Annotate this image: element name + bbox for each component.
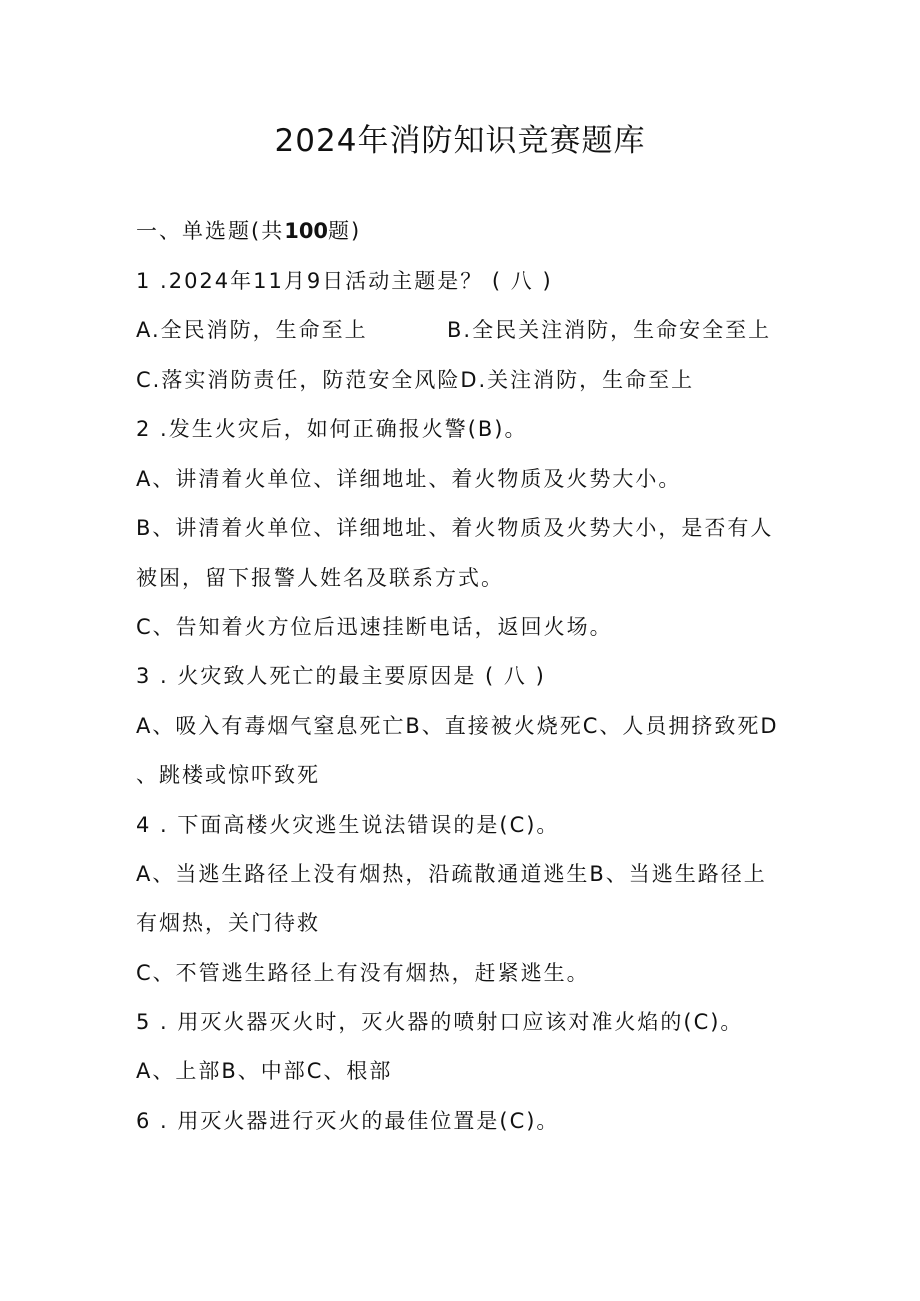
section-suffix: 题)	[328, 219, 362, 243]
question-5-options: A、上部B、中部C、根部	[136, 1059, 393, 1083]
section-prefix: 一、单选题(共	[136, 219, 285, 243]
section-heading	[136, 216, 361, 246]
question-1-option-a: A.全民消防，生命至上	[136, 318, 368, 342]
question-2-option-b: B、讲清着火单位、详细地址、着火物质及火势大小，是否有人	[136, 516, 774, 540]
question-4: 4 . 下面高楼火灾逃生说法错误的是(C)。	[136, 813, 560, 837]
document-title: 2024年消防知识竞赛题库	[274, 123, 646, 159]
question-3-options-cont: 、跳楼或惊吓致死	[136, 763, 320, 787]
question-5: 5 . 用灭火器灭火时，灭火器的喷射口应该对准火焰的(C)。	[136, 1010, 744, 1034]
section-count: 100	[284, 219, 329, 243]
question-2-option-c: C、告知着火方位后迅速挂断电话，返回火场。	[136, 615, 613, 639]
question-2: 2 .发生火灾后，如何正确报火警(B)。	[136, 417, 528, 441]
question-2-option-a: A、讲清着火单位、详细地址、着火物质及火势大小。	[136, 467, 682, 491]
question-1: 1 .2024年11月9日活动主题是？ ( 八 )	[136, 269, 553, 293]
question-4-options-cont: 有烟热，关门待救	[136, 911, 320, 935]
question-3: 3 . 火灾致人死亡的最主要原因是 ( 八 )	[136, 664, 546, 688]
question-4-option-c: C、不管逃生路径上有没有烟热，赶紧逃生。	[136, 961, 590, 985]
question-4-options: A、当逃生路径上没有烟热，沿疏散通道逃生B、当逃生路径上	[136, 862, 767, 886]
question-1-option-b: B.全民关注消防，生命安全至上	[447, 318, 772, 342]
question-1-options-cd: C.落实消防责任，防范安全风险D.关注消防，生命至上	[136, 368, 695, 392]
question-3-options: A、吸入有毒烟气窒息死亡B、直接被火烧死C、人员拥挤致死D	[136, 714, 779, 738]
question-6: 6 . 用灭火器进行灭火的最佳位置是(C)。	[136, 1109, 560, 1133]
question-1-options-ab	[136, 315, 772, 345]
question-2-option-b-cont: 被困，留下报警人姓名及联系方式。	[136, 566, 504, 590]
